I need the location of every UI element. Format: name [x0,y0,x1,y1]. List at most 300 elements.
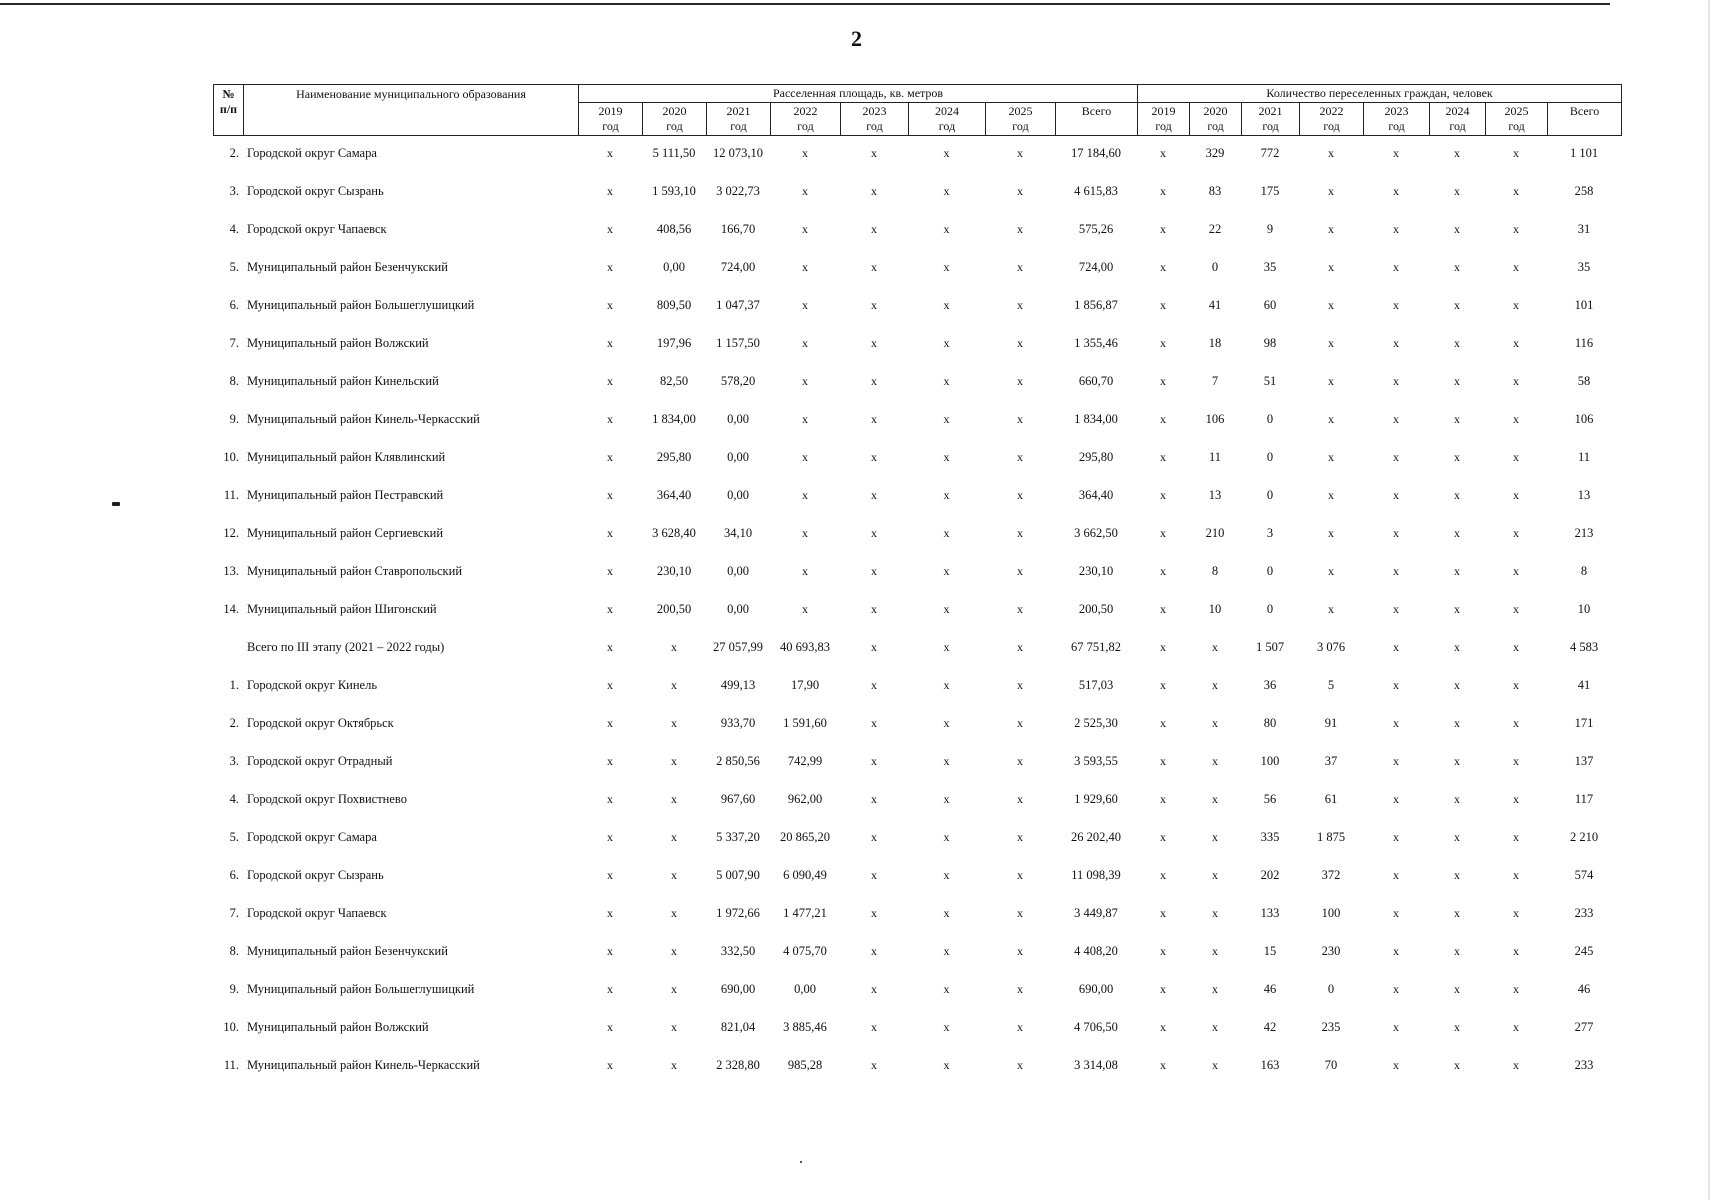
people-cell: 13 [1577,488,1591,502]
row-name: Муниципальный район Пестравский [247,488,444,502]
area-cell: x [607,450,613,464]
area-cell: 230,10 [1078,564,1114,578]
people-cell: x [1454,944,1460,958]
area-cell: 364,40 [1078,488,1114,502]
table-row [213,140,1621,178]
people-cell: 56 [1263,792,1277,806]
table-row [213,710,1621,748]
area-cell: 967,60 [720,792,756,806]
row-number: 5. [229,830,239,844]
people-cell: x [1328,602,1334,616]
area-cell: 724,00 [1078,260,1114,274]
people-cell: 42 [1263,1020,1277,1034]
people-cell: x [1454,222,1460,236]
people-cell: x [1212,944,1218,958]
area-cell: x [871,754,877,768]
area-cell: x [1017,754,1023,768]
area-cell: x [802,374,808,388]
row-number [213,634,243,672]
area-cell: x [607,640,613,654]
people-cell: 37 [1324,754,1338,768]
area-cell: 0,00 [727,412,749,426]
area-cell: 2 525,30 [1074,716,1118,730]
area-cell: x [871,716,877,730]
people-year-header: Всего [1548,103,1622,136]
people-cell: x [1160,868,1166,882]
people-cell: x [1328,298,1334,312]
area-cell: 5 111,50 [652,146,696,160]
people-cell: x [1212,792,1218,806]
row-number: 12. [223,526,239,540]
area-year-header: 2024 год [909,103,986,136]
table-row [213,748,1621,786]
people-cell: x [1393,602,1399,616]
area-cell: 0,00 [727,602,749,616]
people-cell: x [1160,184,1166,198]
area-cell: 1 856,87 [1074,298,1118,312]
people-cell: 117 [1574,792,1594,806]
area-cell: x [1017,1058,1023,1072]
row-name: Муниципальный район Волжский [247,336,429,350]
area-cell: x [671,754,677,768]
people-cell: x [1160,260,1166,274]
area-cell: 962,00 [787,792,823,806]
row-number: 4. [229,792,239,806]
people-cell: x [1160,678,1166,692]
area-cell: x [943,602,950,616]
area-cell: 985,28 [787,1058,823,1072]
people-cell: 9 [1266,222,1274,236]
area-cell: x [671,868,677,882]
people-cell: 137 [1574,754,1594,768]
area-cell: 1 477,21 [783,906,827,920]
people-cell: 372 [1321,868,1341,882]
area-cell: x [1017,678,1023,692]
people-cell: 0 [1211,260,1219,274]
people-cell: 8 [1580,564,1588,578]
area-cell: 1 593,10 [652,184,696,198]
row-name: Городской округ Самара [247,146,377,160]
people-cell: x [1513,412,1519,426]
people-cell: 106 [1574,412,1594,426]
area-cell: x [943,564,950,578]
col-group-people: Количество переселенных граждан, человек [1138,85,1622,103]
people-cell: x [1454,716,1460,730]
area-cell: x [671,792,677,806]
area-cell: x [871,336,877,350]
people-year-header: 2024 год [1430,103,1486,136]
people-cell: 133 [1260,906,1280,920]
area-cell: x [1017,564,1023,578]
area-cell: x [943,184,950,198]
area-year-header: 2020 год [643,103,707,136]
people-cell: 101 [1574,298,1594,312]
people-cell: x [1393,1020,1399,1034]
table-row [213,558,1621,596]
people-cell: x [1160,792,1166,806]
area-cell: x [607,336,613,350]
area-cell: x [943,792,950,806]
area-cell: 20 865,20 [780,830,830,844]
people-cell: x [1454,640,1460,654]
people-cell: 233 [1574,906,1594,920]
area-cell: x [1017,982,1023,996]
area-cell: x [802,298,808,312]
people-cell: x [1328,488,1334,502]
people-cell: x [1454,374,1460,388]
row-number: 11. [223,1058,239,1072]
people-cell: x [1513,982,1519,996]
area-cell: x [1017,602,1023,616]
people-cell: 60 [1263,298,1277,312]
area-cell: x [871,602,877,616]
people-cell: 171 [1574,716,1594,730]
area-cell: x [802,526,808,540]
people-cell: 11 [1208,450,1222,464]
area-cell: 200,50 [1078,602,1114,616]
area-cell: x [1017,1020,1023,1034]
area-cell: x [943,754,950,768]
people-cell: 1 507 [1255,640,1285,654]
people-cell: 58 [1577,374,1591,388]
row-name: Городской округ Чапаевск [247,906,387,920]
people-cell: x [1328,184,1334,198]
people-cell: x [1513,754,1519,768]
area-cell: 0,00 [663,260,685,274]
area-cell: x [871,260,877,274]
area-cell: x [802,260,808,274]
area-cell: x [943,260,950,274]
area-cell: 1 355,46 [1074,336,1118,350]
people-cell: x [1328,412,1334,426]
people-cell: x [1328,564,1334,578]
people-cell: x [1513,526,1519,540]
people-cell: x [1393,906,1399,920]
area-cell: x [607,602,613,616]
people-cell: x [1212,754,1218,768]
people-cell: x [1393,792,1399,806]
people-year-header: 2022 год [1300,103,1364,136]
people-cell: 0 [1266,488,1274,502]
area-cell: x [943,374,950,388]
people-cell: 8 [1211,564,1219,578]
area-cell: 4 408,20 [1074,944,1118,958]
people-cell: x [1513,260,1519,274]
table-row [213,216,1621,254]
row-name: Муниципальный район Большеглушицкий [247,298,475,312]
area-cell: x [871,678,877,692]
people-cell: x [1212,868,1218,882]
people-cell: 163 [1260,1058,1280,1072]
area-cell: x [871,298,877,312]
people-cell: x [1393,678,1399,692]
people-cell: 5 [1327,678,1335,692]
area-cell: 166,70 [720,222,756,236]
area-cell: 1 834,00 [1074,412,1118,426]
scan-speck [800,1161,802,1163]
table-row [213,862,1621,900]
area-cell: 6 090,49 [783,868,827,882]
table-row [213,368,1621,406]
area-year-header: 2021 год [707,103,771,136]
area-cell: 821,04 [720,1020,756,1034]
area-cell: x [607,1020,613,1034]
row-name: Муниципальный район Сергиевский [247,526,444,540]
table-row [213,900,1621,938]
row-number: 13. [223,564,239,578]
area-cell: x [671,678,677,692]
area-cell: x [871,982,877,996]
people-cell: 70 [1324,1058,1338,1072]
area-cell: 1 972,66 [716,906,760,920]
area-cell: x [607,944,613,958]
table-row [213,178,1621,216]
row-name: Всего по III этапу (2021 – 2022 годы) [247,640,445,654]
area-cell: x [943,830,950,844]
area-cell: x [1017,298,1023,312]
row-number: 5. [229,260,239,274]
area-cell: 2 850,56 [716,754,760,768]
area-year-header: 2022 год [771,103,841,136]
people-cell: x [1513,1020,1519,1034]
area-cell: 67 751,82 [1071,640,1121,654]
table-row [213,976,1621,1014]
people-cell: x [1160,336,1166,350]
row-number: 2. [229,146,239,160]
table-row [213,938,1621,976]
people-cell: x [1513,640,1519,654]
people-cell: 245 [1574,944,1594,958]
row-name: Городской округ Кинель [247,678,378,692]
area-cell: x [802,336,808,350]
people-year-header: 2021 год [1242,103,1300,136]
row-number: 9. [229,982,239,996]
people-cell: x [1328,222,1334,236]
people-cell: x [1454,792,1460,806]
people-cell: x [1393,526,1399,540]
data-table [213,140,1621,1090]
area-cell: x [871,830,877,844]
people-cell: x [1328,146,1334,160]
people-cell: x [1393,412,1399,426]
people-cell: x [1454,754,1460,768]
people-cell: 235 [1321,1020,1341,1034]
people-cell: x [1513,450,1519,464]
area-cell: 17 184,60 [1071,146,1121,160]
people-cell: x [1160,982,1166,996]
people-year-header: 2020 год [1190,103,1242,136]
area-cell: x [943,716,950,730]
row-name: Муниципальный район Шигонский [247,602,437,616]
people-cell: x [1454,298,1460,312]
row-name: Муниципальный район Кинельский [247,374,439,388]
row-number: 10. [223,1020,239,1034]
people-cell: x [1393,868,1399,882]
col-header-name: Наименование муниципального образования [244,85,579,136]
people-cell: x [1393,830,1399,844]
area-cell: x [607,906,613,920]
people-cell: 0 [1327,982,1335,996]
area-cell: x [1017,640,1023,654]
people-year-header: 2019 год [1138,103,1190,136]
row-number: 4. [229,222,239,236]
area-cell: x [607,298,613,312]
area-cell: 295,80 [1078,450,1114,464]
area-cell: 809,50 [656,298,692,312]
row-number: 14. [223,602,239,616]
area-cell: x [1017,944,1023,958]
people-cell: x [1454,982,1460,996]
area-cell: 197,96 [656,336,692,350]
people-cell: x [1393,640,1399,654]
people-cell: 46 [1577,982,1591,996]
area-cell: x [607,526,613,540]
people-cell: 83 [1208,184,1222,198]
people-cell: 202 [1260,868,1280,882]
people-cell: x [1513,336,1519,350]
area-cell: x [1017,906,1023,920]
people-cell: x [1393,184,1399,198]
people-cell: x [1160,374,1166,388]
area-cell: 0,00 [727,488,749,502]
people-cell: x [1160,830,1166,844]
people-cell: x [1393,336,1399,350]
row-number: 7. [229,906,239,920]
area-cell: 742,99 [787,754,823,768]
people-cell: 574 [1574,868,1594,882]
area-cell: 933,70 [720,716,756,730]
area-cell: x [871,640,877,654]
area-cell: 578,20 [720,374,756,388]
area-cell: 724,00 [720,260,756,274]
area-cell: x [943,640,950,654]
area-cell: 40 693,83 [780,640,830,654]
table-row [213,406,1621,444]
area-cell: x [1017,336,1023,350]
area-cell: x [871,944,877,958]
area-cell: 4 075,70 [783,944,827,958]
area-cell: x [1017,792,1023,806]
people-cell: 0 [1266,450,1274,464]
table-row [213,634,1621,672]
area-cell: x [1017,716,1023,730]
people-cell: x [1513,146,1519,160]
people-cell: x [1393,754,1399,768]
table-row [213,254,1621,292]
table-row [213,1052,1621,1090]
people-cell: x [1328,336,1334,350]
people-cell: x [1513,564,1519,578]
area-cell: x [1017,526,1023,540]
area-cell: x [943,982,950,996]
area-cell: 4 706,50 [1074,1020,1118,1034]
row-number: 6. [229,868,239,882]
area-cell: x [607,982,613,996]
people-cell: x [1513,716,1519,730]
people-cell: 329 [1205,146,1225,160]
scan-speck [112,502,120,506]
people-cell: x [1513,488,1519,502]
area-cell: x [871,564,877,578]
area-cell: x [943,222,950,236]
area-cell: x [1017,260,1023,274]
area-cell: x [1017,868,1023,882]
people-cell: x [1160,298,1166,312]
area-cell: x [1017,412,1023,426]
area-cell: x [607,146,613,160]
area-cell: x [943,450,950,464]
area-cell: x [943,488,950,502]
people-cell: x [1454,564,1460,578]
people-cell: 100 [1321,906,1341,920]
area-cell: x [871,450,877,464]
people-cell: 258 [1574,184,1594,198]
area-cell: x [607,792,613,806]
people-cell: 1 101 [1569,146,1599,160]
area-year-header: 2019 год [579,103,643,136]
people-cell: x [1328,526,1334,540]
col-header-num: № п/п [214,85,244,136]
people-cell: x [1212,716,1218,730]
area-year-header: 2025 год [986,103,1056,136]
area-cell: 3 593,55 [1074,754,1118,768]
people-cell: x [1454,412,1460,426]
people-cell: 0 [1266,412,1274,426]
area-cell: 5 007,90 [716,868,760,882]
area-year-header: Всего [1056,103,1138,136]
people-cell: x [1160,146,1166,160]
row-number: 6. [229,298,239,312]
area-cell: x [671,1058,677,1072]
row-name: Муниципальный район Ставропольский [247,564,463,578]
area-cell: x [943,906,950,920]
area-cell: x [607,374,613,388]
area-cell: x [1017,450,1023,464]
people-cell: 210 [1205,526,1225,540]
people-cell: 4 583 [1569,640,1599,654]
area-cell: x [607,1058,613,1072]
people-cell: x [1454,336,1460,350]
scan-right-edge [1708,0,1710,1200]
people-cell: x [1454,602,1460,616]
people-cell: x [1393,260,1399,274]
area-cell: x [1017,488,1023,502]
area-cell: x [802,222,808,236]
people-cell: 31 [1577,222,1591,236]
row-name: Муниципальный район Клявлинский [247,450,446,464]
people-cell: x [1513,906,1519,920]
people-cell: x [1393,1058,1399,1072]
people-cell: x [1212,678,1218,692]
row-number: 8. [229,374,239,388]
area-cell: 408,56 [656,222,692,236]
area-cell: x [1017,146,1023,160]
people-cell: 3 [1266,526,1274,540]
area-cell: x [671,982,677,996]
people-cell: x [1160,526,1166,540]
people-cell: x [1160,1058,1166,1072]
people-cell: x [1160,412,1166,426]
scan-edge-line [0,3,1610,5]
table-row [213,330,1621,368]
people-cell: 98 [1263,336,1277,350]
table-row [213,444,1621,482]
area-cell: 3 314,08 [1074,1058,1118,1072]
people-cell: x [1393,488,1399,502]
people-cell: x [1513,1058,1519,1072]
people-cell: 46 [1263,982,1277,996]
area-cell: x [943,1020,950,1034]
